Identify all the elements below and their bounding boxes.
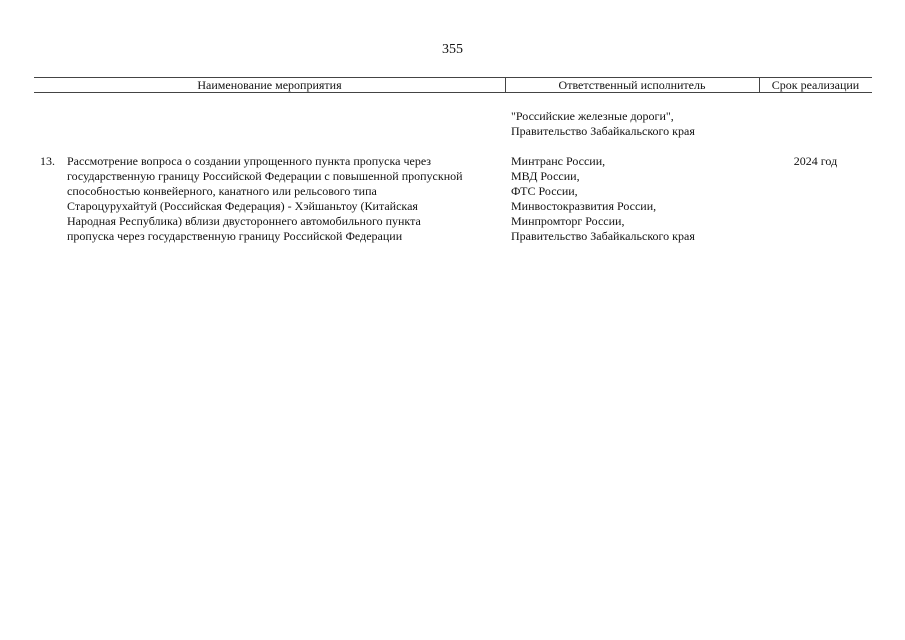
executor-line: Минпромторг России, [511,214,625,228]
row-implementation-term: 2024 год [793,154,838,168]
executor-line: МВД России, [511,169,580,183]
executor-line: "Российские железные дороги", [511,109,674,123]
executor-line: Минвостокразвития России, [511,199,657,213]
page-number: 355 [442,42,463,57]
executor-line: ФТС России, [511,184,578,198]
event-name-line: Староцурухайтуй (Российская Федерация) - Хэйшаньтоу (Китайская [67,199,418,213]
executor-line: Правительство Забайкальского края [511,124,695,138]
executor-line: Правительство Забайкальского края [511,229,695,243]
event-name-line: Рассмотрение вопроса о создании упрощенного пункта пропуска через [67,154,432,168]
event-name-line: государственную границу Российской Федерации с повышенной пропускной [67,169,463,183]
header-responsible-executor: Ответственный исполнитель [558,78,706,92]
row-event-name [67,154,463,244]
event-name-line: пропуска через государственную границу Российской Федерации [67,229,403,243]
event-name-line: способностью конвейерного, канатного или рельсового типа [67,184,377,198]
header-event-name: Наименование мероприятия [197,78,342,92]
continued-row-executors [511,109,695,139]
header-implementation-term: Срок реализации [771,78,860,92]
event-name-line: Народная Республика) вблизи двустороннего автомобильного пункта [67,214,421,228]
row-number: 13. [40,154,55,168]
table-header-bottom-rule [34,92,872,93]
row-executors [511,154,695,244]
executor-line: Минтранс России, [511,154,606,168]
